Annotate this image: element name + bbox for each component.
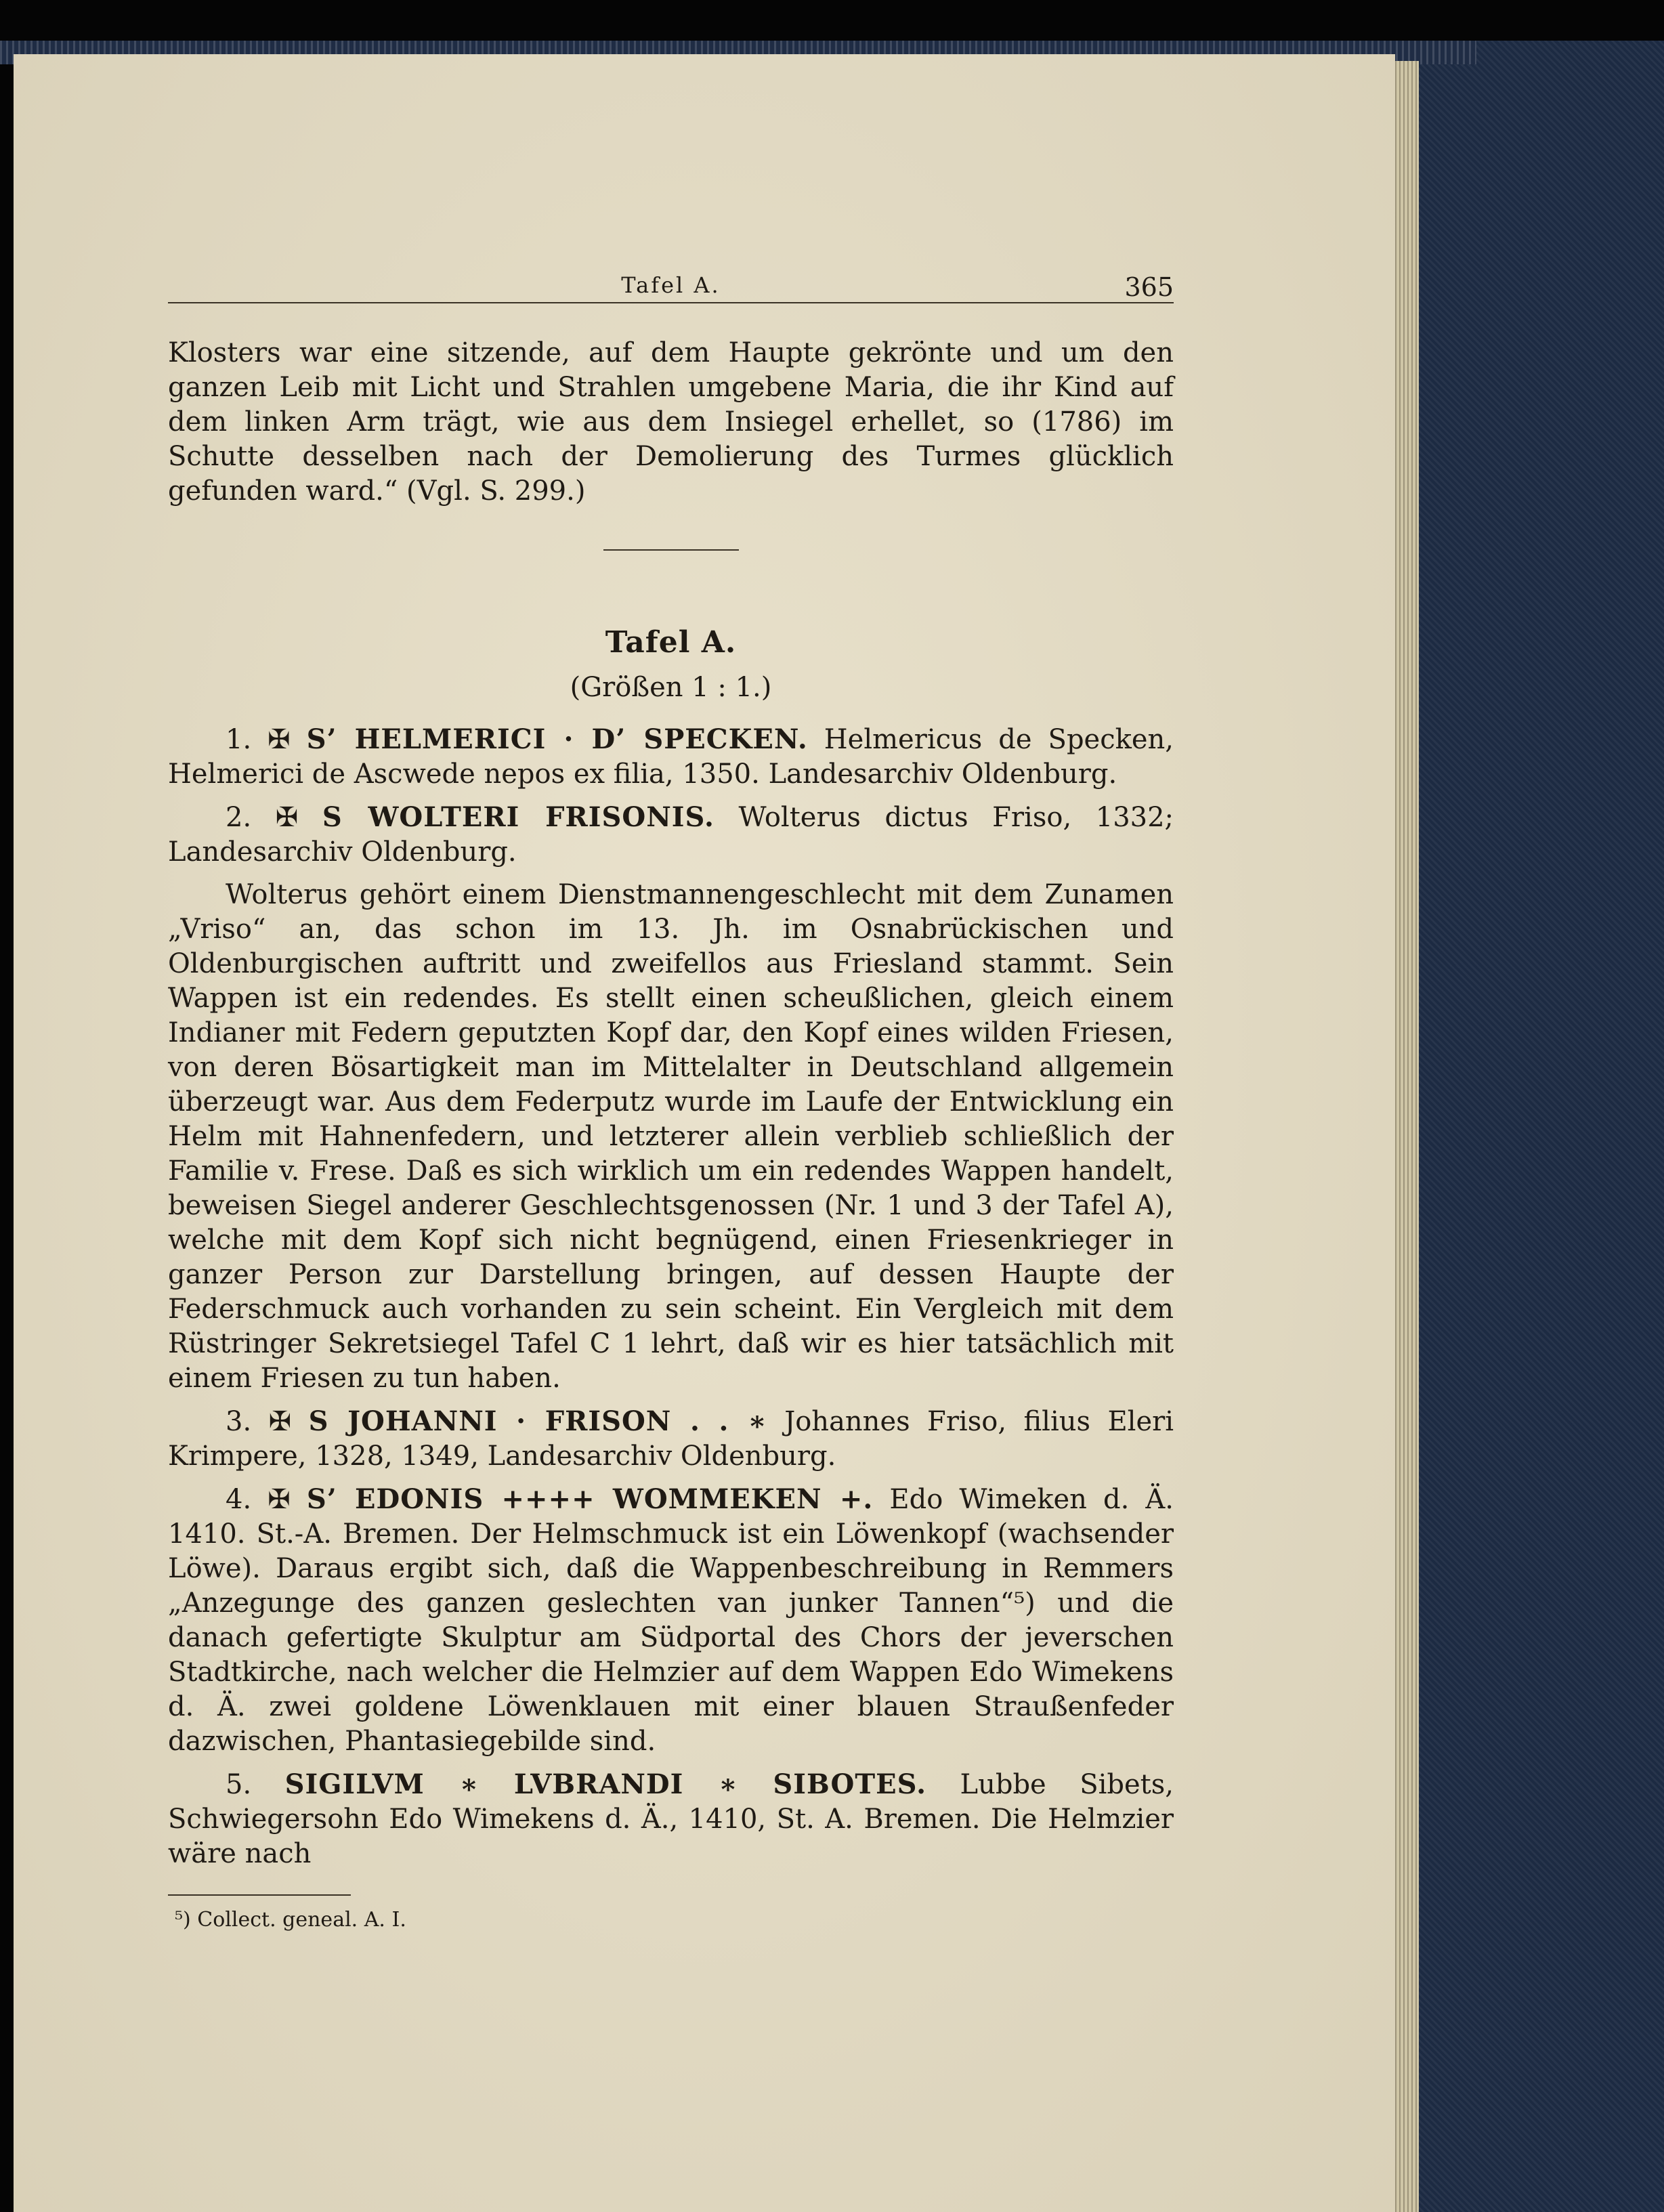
entry-number: 2. xyxy=(226,802,252,833)
entry-text: Edo Wimeken d. Ä. 1410. St.-A. Bremen. Der Helmschmuck ist ein Löwenkopf (wachsender Löwe). Daraus ergibt sich, daß die Wappenbeschreibung in Remmers „Anzegunge des ganzen geslechten van junker Tannen“⁵) und die danach gefertigte Skulptur am Südportal des Chors der jeverschen Stadtkirche, nach welcher die Helmzier auf dem Wappen Edo Wimekens d. Ä. zwei goldene Löwenklauen mit einer blauen Straußenfeder dazwischen, Phantasiegebilde sind. xyxy=(168,1484,1174,1757)
cross-icon: ✠ xyxy=(268,724,291,755)
seal-inscription: SIGILVM ∗ LVBRANDI ∗ SIBOTES. xyxy=(284,1768,927,1800)
seal-inscription: S JOHANNI · FRISON . . ∗ xyxy=(308,1405,767,1437)
entry-3 xyxy=(168,1404,1174,1474)
entry-text: Lubbe Sibets, Schwiegersohn Edo Wimekens d. Ä., 1410, St. A. Bremen. Die Helmzier wäre nach xyxy=(168,1769,1174,1869)
cross-icon: ✠ xyxy=(268,1406,292,1437)
entry-2 xyxy=(168,800,1174,870)
running-head-title: Tafel A. xyxy=(621,272,721,298)
entry-1 xyxy=(168,722,1174,792)
entry-text: Helmericus de Specken, Helmerici de Ascwede nepos ex filia, 1350. Landesarchiv Oldenburg. xyxy=(168,724,1174,790)
seal-inscription: S’ HELMERICI · D’ SPECKEN. xyxy=(306,723,808,755)
seal-inscription: S’ EDONIS ++++ WOMMEKEN +. xyxy=(306,1483,874,1515)
section-separator xyxy=(603,549,739,551)
footnote: ⁵) Collect. geneal. A. I. xyxy=(175,1908,406,1932)
entry-4 xyxy=(168,1482,1174,1759)
entry-number: 1. xyxy=(226,724,252,755)
page-number: 365 xyxy=(1124,272,1174,302)
cross-icon: ✠ xyxy=(275,802,299,833)
entry-number: 3. xyxy=(226,1406,252,1437)
header-rule xyxy=(168,302,1174,303)
running-head xyxy=(168,257,1174,302)
entry-number: 4. xyxy=(226,1484,252,1515)
entry-number: 5. xyxy=(226,1769,252,1800)
seal-inscription: S WOLTERI FRISONIS. xyxy=(322,801,714,833)
book-binding xyxy=(1402,41,1664,2212)
entry-2-commentary: Wolterus gehört einem Dienstmannengeschlecht mit dem Zunamen „Vriso“ an, das schon im 13. Jh. im Osnabrückischen und Oldenburgischen auftritt und zweifellos aus Friesland stammt. Sein Wappen ist ein redendes. Es stellt einen scheußlichen, gleich einem Indianer mit Federn geputzten Kopf dar, den Kopf eines wilden Friesen, von deren Bösartigkeit man im Mittelalter in Deutschland allgemein überzeugt war. Aus dem Federputz wurde im Laufe der Entwicklung ein Helm mit Hahnenfedern, und letzterer allein verblieb schließlich der Familie v. Frese. Daß es sich wirklich um ein redendes Wappen handelt, beweisen Siegel anderer Geschlechtsgenossen (Nr. 1 und 3 der Tafel A), welche mit dem Kopf sich nicht begnügend, einen Friesenkrieger in ganzer Person zur Darstellung bringen, auf dessen Haupte der Federschmuck auch vorhanden zu sein scheint. Ein Vergleich mit dem Rüstringer Sekretsiegel Tafel C 1 lehrt, daß wir es hier tatsächlich mit einem Friesen zu tun haben. xyxy=(168,879,1174,1394)
page-content xyxy=(168,257,1174,1932)
entry-text: Wolterus dictus Friso, 1332; Landesarchiv Oldenburg. xyxy=(168,802,1174,868)
intro-paragraph: Klosters war eine sitzende, auf dem Haupte gekrönte und um den ganzen Leib mit Licht und Strahlen umgebene Maria, die ihr Kind auf dem linken Arm trägt, wie aus dem Insiegel erhellet, so (1786) im Schutte desselben nach der Demolierung des Turmes glücklich gefunden ward.“ (Vgl. S. 299.) xyxy=(168,337,1174,507)
section-subtitle: (Größen 1 : 1.) xyxy=(570,672,772,703)
section-title: Tafel A. xyxy=(605,625,737,660)
book-page xyxy=(14,54,1395,2212)
entry-5 xyxy=(168,1767,1174,1871)
cross-icon: ✠ xyxy=(268,1484,291,1515)
entry-text: Johannes Friso, filius Eleri Krimpere, 1328, 1349, Landesarchiv Oldenburg. xyxy=(168,1406,1174,1472)
footnote-rule xyxy=(168,1894,351,1896)
